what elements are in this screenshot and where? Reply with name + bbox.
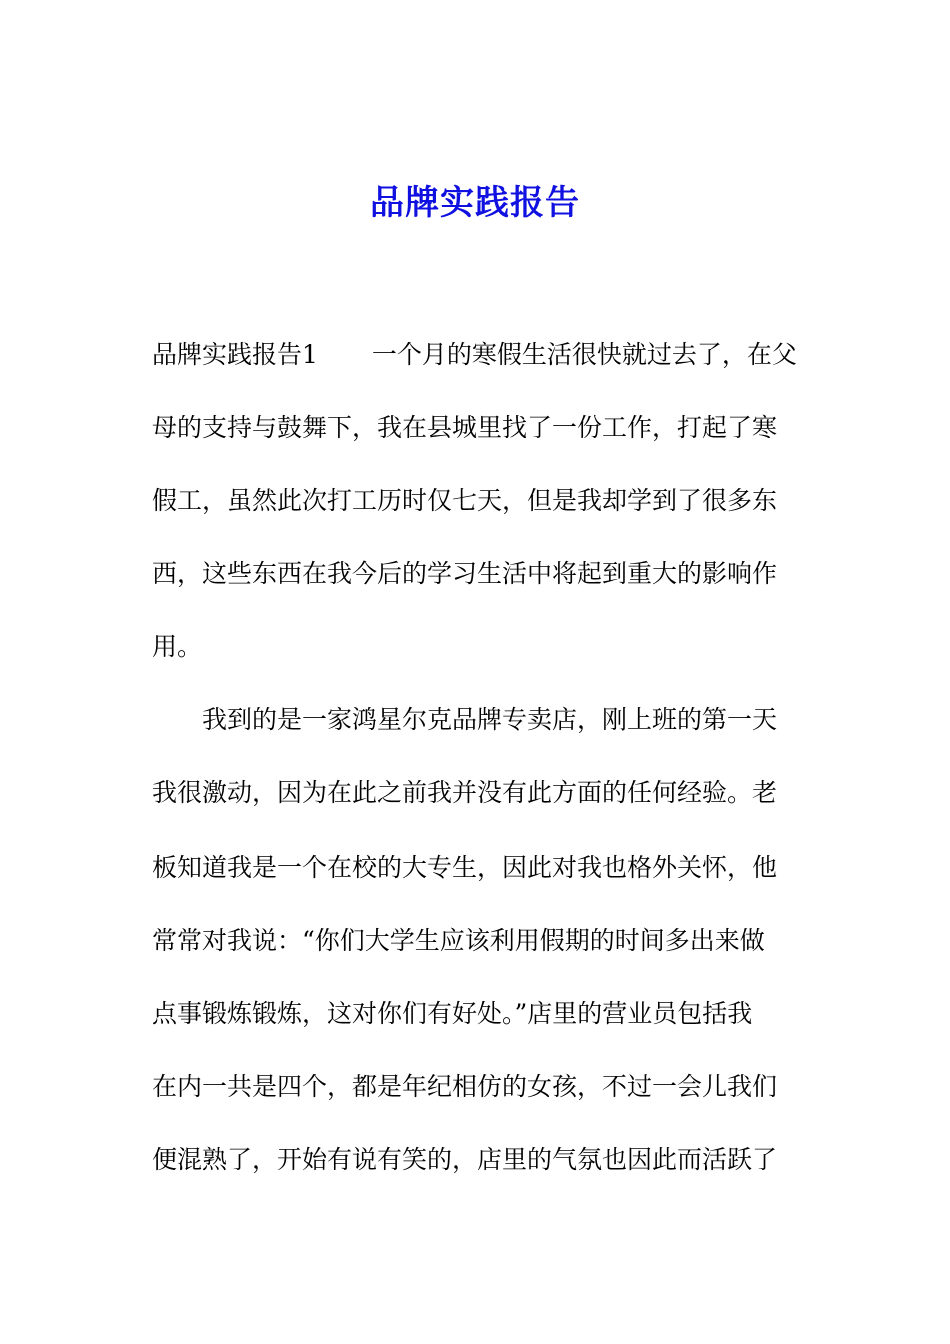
text-line: 常常对我说：“你们大学生应该利用假期的时间多出来做 [152, 926, 765, 955]
text-line: 假工，虽然此次打工历时仅七天，但是我却学到了很多东 [152, 486, 778, 515]
report-heading: 品牌实践报告1 [152, 340, 318, 369]
text-line: 我很激动，因为在此之前我并没有此方面的任何经验。老 [152, 778, 778, 807]
text-line [152, 335, 797, 375]
text-line: 便混熟了，开始有说有笑的，店里的气氛也因此而活跃了 [152, 1145, 778, 1174]
paragraph-first-line: 我到的是一家鸿星尔克品牌专卖店，刚上班的第一天 [202, 705, 778, 734]
document-title: 品牌实践报告 [370, 183, 580, 223]
text-line: 在内一共是四个，都是年纪相仿的女孩，不过一会儿我们 [152, 1072, 778, 1101]
text-line: 母的支持与鼓舞下，我在县城里找了一份工作，打起了寒 [152, 413, 778, 442]
text-line: 板知道我是一个在校的大专生，因此对我也格外关怀，他 [152, 853, 778, 882]
text-line-content: 一个月的寒假生活很快就过去了，在父 [371, 340, 797, 369]
text-line: 点事锻炼锻炼，这对你们有好处。”店里的营业员包括我 [152, 999, 753, 1028]
text-line: 西，这些东西在我今后的学习生活中将起到重大的影响作 [152, 559, 778, 588]
text-line: 用。 [152, 632, 203, 661]
